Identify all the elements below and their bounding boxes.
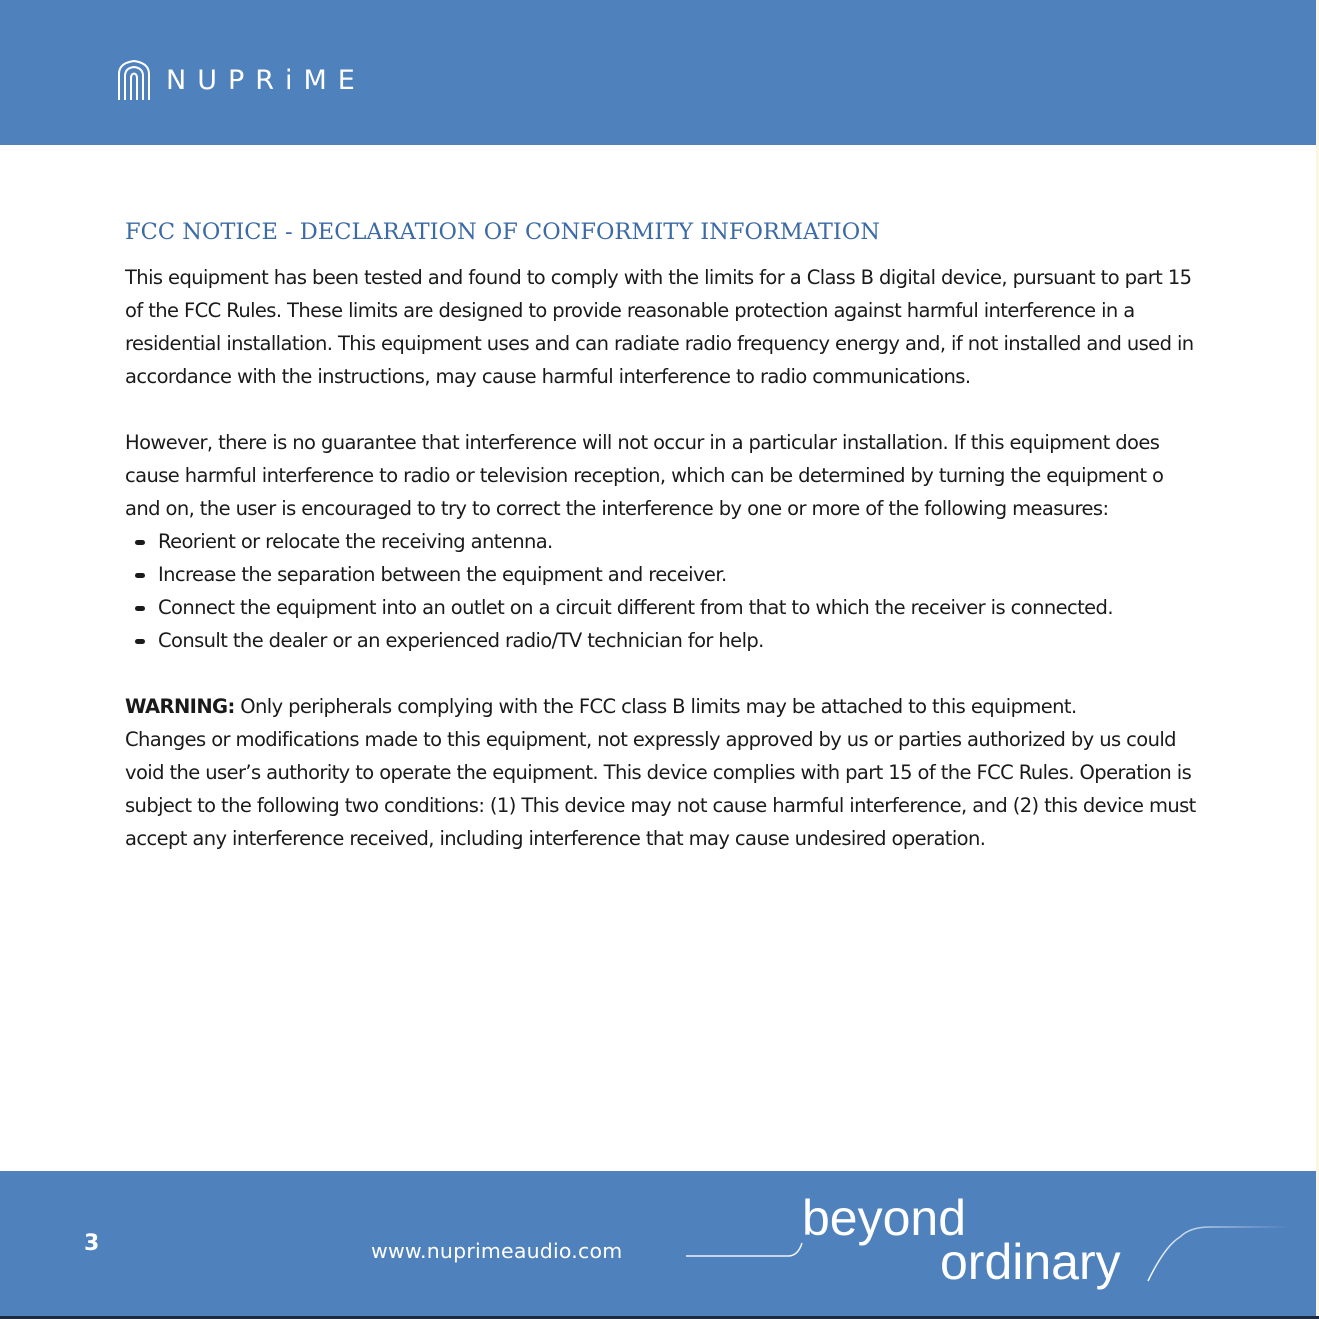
measure-text: Connect the equipment into an outlet on a circuit different from that to which the receiver is connected. — [158, 596, 1113, 619]
page-header — [0, 0, 1316, 145]
warning-text: Only peripherals complying with the FCC class B limits may be attached to this equipment. — [234, 695, 1077, 718]
paragraph-compliance: This equipment has been tested and found to comply with the limits for a Class B digital device, pursuant to part 15 of the FCC Rules. These limits are designed to provide reasonable protection against harmful interference in a residential installation. This equipment uses and can radiate radio frequency energy and, if not installed and used in accordance with the instructions, may cause harmful interference to radio communications. — [125, 266, 1194, 388]
paragraph-modifications: Changes or modifications made to this equipment, not expressly approved by us or parties authorized by us could void the user’s authority to operate the equipment. This device complies with part 15 of the FCC Rules. Operation is subject to the following two conditions: (1) This device may not cause harmful interference, and (2) this device must accept any interference received, including interference that may cause undesired operation. — [125, 728, 1196, 850]
list-item — [125, 558, 1200, 591]
website-link[interactable]: www.nuprimeaudio.com — [371, 1239, 623, 1263]
swoosh-left — [686, 1243, 802, 1256]
paragraph-no-guarantee: However, there is no guarantee that interference will not occur in a particular installation. If this equipment does cause harmful interference to radio or television reception, which can be determined by turning the equipment o and on, the user is encouraged to try to correct the interference by one or more of the following measures: — [125, 431, 1164, 520]
swoosh-right — [1148, 1227, 1290, 1281]
measure-text: Increase the separation between the equipment and receiver. — [158, 563, 727, 586]
page-footer — [0, 1171, 1316, 1317]
brand-logo — [116, 58, 366, 102]
beyond-ordinary-tagline — [670, 1191, 1300, 1291]
page-number: 3 — [84, 1231, 100, 1256]
bullet-icon — [135, 606, 145, 611]
bullet-icon — [135, 540, 145, 545]
spacer — [125, 393, 1200, 426]
spacer — [125, 657, 1200, 690]
list-item — [125, 525, 1200, 558]
measure-text: Consult the dealer or an experienced radio/TV technician for help. — [158, 629, 764, 652]
measure-text: Reorient or relocate the receiving antenna. — [158, 530, 553, 553]
bullet-icon — [135, 639, 145, 644]
page-title: FCC NOTICE - DECLARATION OF CONFORMITY INFORMATION — [125, 219, 880, 245]
nuprime-arch-logo-icon — [116, 59, 152, 101]
list-item — [125, 591, 1200, 624]
measures-list — [125, 525, 1200, 657]
warning-label: WARNING: — [125, 695, 235, 718]
paragraph-warning — [125, 690, 1200, 723]
list-item — [125, 624, 1200, 657]
brand-name: NUPRiME — [166, 64, 366, 96]
tagline-ordinary: ordinary — [940, 1234, 1121, 1290]
bullet-icon — [135, 573, 145, 578]
fcc-notice — [125, 213, 1200, 855]
tagline-beyond: beyond — [802, 1191, 967, 1246]
